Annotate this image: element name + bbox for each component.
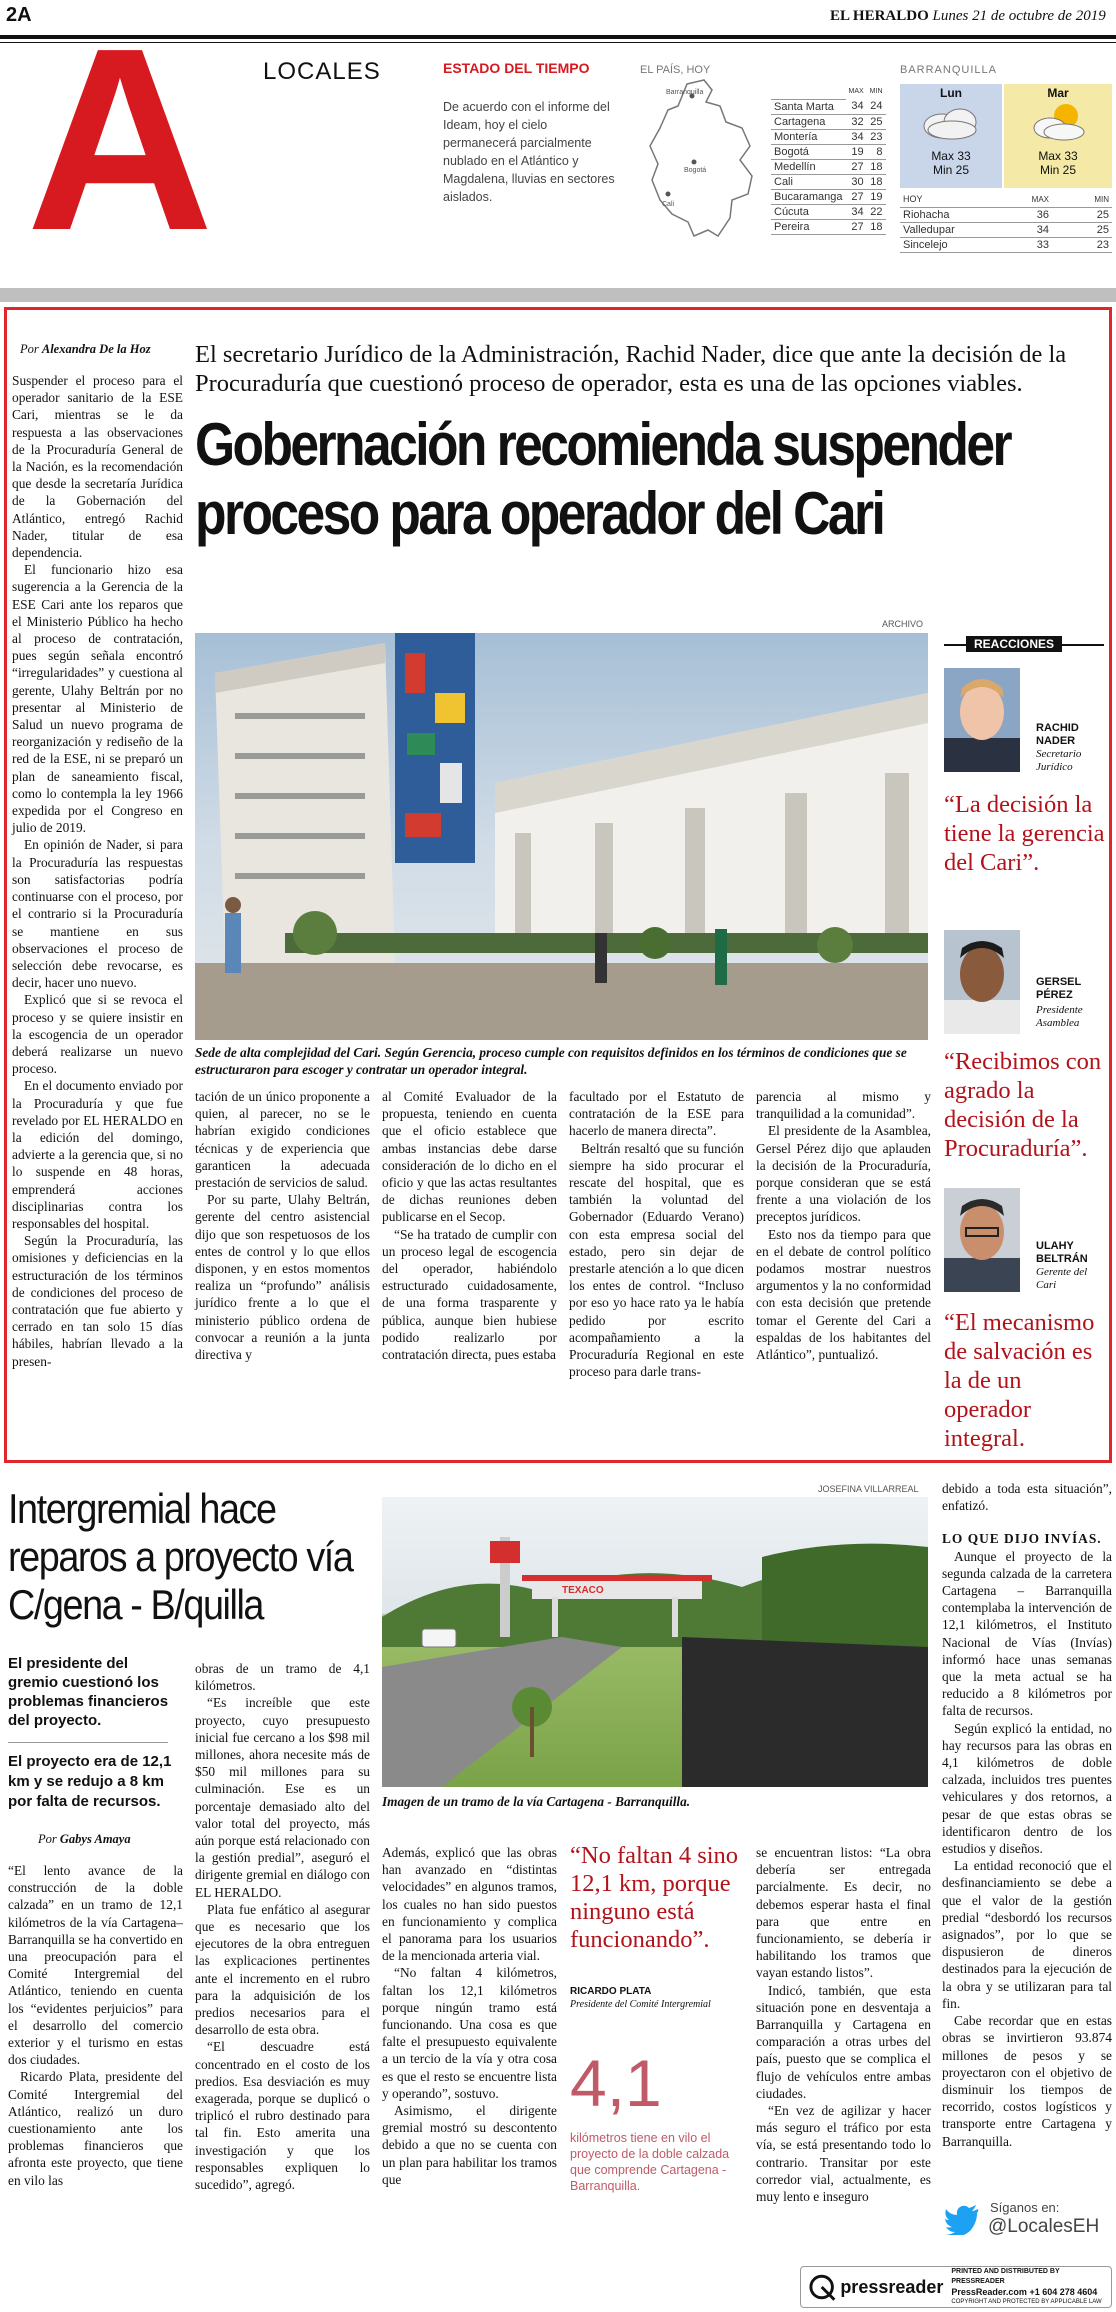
local-weather-label: BARRANQUILLA bbox=[900, 64, 997, 76]
col-max: MAX bbox=[848, 88, 864, 95]
summary-2: El proyecto era de 12,1 km y se redujo a 8 km por falta de recursos. bbox=[8, 1753, 172, 1810]
table-row: Cartagena 32 25 bbox=[771, 114, 886, 129]
country-label: EL PAÍS, HOY bbox=[640, 64, 711, 76]
reaction-quote: “La decisión la tiene la gerencia del Cari”. bbox=[944, 791, 1105, 876]
article1-col5: parencia al mismo y tranquilidad a la comunidad”. El presidente de la Asamblea, Gersel Pérez dijo que aplauden la decisión de la Procuraduría, porque consideran que se está frente a una violación de los preceptos jurídicos. Esto nos da tiempo para que en el debate de control político podamos mostrar nuestros argumentos y la no conformidad con esta decisión que pretende tomar el Gerente del Cari a espaldas de los habitantes del Atlántico”, puntualizó. bbox=[756, 1089, 931, 1363]
table-row: Pereira 27 18 bbox=[771, 219, 886, 234]
article1-col4: facultado por el Estatuto de contratación de la ESE para hacerlo de manera directa”. Beltrán resaltó que su función siempre ha sido procurar el rescate del hospital, que es también la voluntad del Gobernador (Eduardo Verano) con esta empresa social del estado, pero sin dejar de prestarle atención a lo que dicen los entes de control. “Incluso por eso yo hace rato ya le había pedido por escrito acompañamiento a la Procuraduría Regional en este proceso para darle trans- bbox=[569, 1089, 744, 1380]
twitter-icon[interactable] bbox=[944, 2205, 980, 2235]
summary-1: El presidente del gremio cuestionó los problemas financieros del proyecto. bbox=[8, 1655, 169, 1729]
follow-label: Síganos en: bbox=[990, 2200, 1060, 2215]
reactions-label: REACCIONES bbox=[966, 636, 1062, 652]
pressreader-badge[interactable] bbox=[800, 2266, 1112, 2308]
table-row: Medellín 27 18 bbox=[771, 159, 886, 174]
newspaper-name: EL HERALDO bbox=[830, 8, 929, 24]
station-sign-text: TEXACO bbox=[562, 1585, 604, 1596]
forecast-day-1 bbox=[900, 84, 1002, 188]
pull-quote-name: RICARDO PLATA bbox=[570, 1986, 652, 1997]
article1-col1: Suspender el proceso para el operador sanitario de la ESE Cari, mientras se le da respuesta a las observaciones de la Procuraduría General de la Nación, es la recomendación que desde la secretaría Jurídica de la Gobernación del Atlántico, entregó Rachid Nader, titular de esa dependencia. El funcionario hizo esa sugerencia a la Gerencia de la ESE Cari ante los reparos que el Ministerio Público ha hecho al proceso de contratación, pues según señala encontró “irregularidades” y cuestiona al gerente, Ulahy Beltrán por no presentar al Ministerio de Salud un nuevo programa de reorganización y rediseño de la red de la ESE, ni se preparó un plan de saneamiento fiscal, como lo contempla la ley 1966 expedida por el Congreso en julio de 2019. En opinión de Nader, si para la Procuraduría las respuestas son satisfactorias podría continuarse con el proceso, por el contrario si la Procuraduría se mantiene en sus observaciones el proceso de selección debe revocarse, es decir, hacer uno nuevo. Explicó que si se revoca el proceso y se quiere insistir en la escogencia de un operador deberá realizarse un nuevo proceso. En el documento enviado por la Procuraduría y que fue revelado por EL HERALDO en la edición del domingo, advierte a la gerencia que, si no lo suspende en 48 horas, emprenderá acciones disciplinarias contra los responsables del hospital. Según la Procuraduría, las omisiones y deficiencias en la estructuración de los términos de condiciones del proceso de contratación que fue abierto y cerrado en tan solo 15 días hábiles, habrían llevado a la presen- bbox=[12, 373, 183, 1369]
map-city-barranquilla: Barranquilla bbox=[666, 89, 704, 96]
day-max: Max 33 bbox=[931, 149, 971, 163]
regional-weather-table: HOY MAX MIN Riohacha 36 25 Valledupar 34 25 Sincelejo 33 23 bbox=[900, 192, 1112, 253]
partly-sunny-icon bbox=[1004, 100, 1112, 144]
weather-text: De acuerdo con el informe del Ideam, hoy el cielo permanecerá parcialmente nublado en el Atlántico y Magdalena, lluvias en sectores aislados. bbox=[443, 100, 615, 204]
section-name: LOCALES bbox=[263, 58, 381, 85]
byline: Por Gabys Amaya bbox=[38, 1832, 131, 1846]
reaction-role: Presidente Asamblea bbox=[1036, 1004, 1083, 1029]
road-photo bbox=[382, 1497, 928, 1787]
pull-quote: “No faltan 4 sino 12,1 km, porque ninguno está funcionando”. bbox=[570, 1842, 739, 1953]
byline: Por Alexandra De la Hoz bbox=[20, 342, 151, 356]
table-row: Bogotá 19 8 bbox=[771, 144, 886, 159]
reaction-quote: “Recibimos con agrado la decisión de la Procuraduría”. bbox=[944, 1048, 1102, 1162]
table-row: Montería 34 23 bbox=[771, 129, 886, 144]
photo-caption: Sede de alta complejidad del Cari. Según Gerencia, proceso cumple con requisitos definidos en los términos de condiciones que se estructuraron para escoger y contratar un operador integral. bbox=[195, 1045, 907, 1077]
hospital-photo bbox=[195, 633, 928, 1040]
article2-col1: “El lento avance de la construcción de la doble calzada” en un tramo de 12,1 kilómetros de la vía Cartagena–Barranquilla se ha convertido en una preocupación para el Comité Intergremial del Atlántico, teniendo en cuenta los “evidentes perjuicios” para el desarrollo del comercio exterior y el turismo en estas dos ciudades. Ricardo Plata, presidente del Comité Intergremial del Atlántico, realizó un duro cuestionamiento ante los problemas financieros que afronta este proyecto, que tiene en vilo las bbox=[8, 1863, 183, 2188]
avatar-rachid-nader bbox=[944, 668, 1020, 772]
pressreader-info: PRINTED AND DISTRIBUTED BY PRESSREADER PressReader.com +1 604 278 4604 COPYRIGHT AND PROTECTED BY APPLICABLE LAW bbox=[951, 2268, 1102, 2305]
pull-quote-role: Presidente del Comité Intergremial bbox=[570, 1999, 711, 2010]
subhead: LO QUE DIJO INVÍAS. bbox=[942, 1531, 1102, 1547]
big-number-text: kilómetros tiene en vilo el proyecto de la doble calzada que comprende Cartagena - Barranquilla. bbox=[570, 2131, 730, 2193]
reaction-name: GERSEL PÉREZ bbox=[1036, 976, 1082, 1001]
weather-title: ESTADO DEL TIEMPO bbox=[443, 60, 590, 76]
cloudy-icon bbox=[900, 100, 1002, 144]
article-deck: El secretario Jurídico de la Administración, Rachid Nader, dice que ante la decisión de la Procuraduría que cuestionó proceso de operador, esta es una de las opciones viables. bbox=[195, 341, 1067, 397]
avatar-ulahy-beltran bbox=[944, 1188, 1020, 1292]
day-label: Lun bbox=[940, 86, 962, 100]
photo-caption: Imagen de un tramo de la vía Cartagena - Barranquilla. bbox=[382, 1794, 691, 1809]
reaction-quote: “El mecanismo de salvación es la de un operador integral. bbox=[944, 1309, 1095, 1452]
table-row: Santa Marta 34 24 bbox=[771, 99, 886, 114]
big-number: 4,1 bbox=[570, 2046, 662, 2120]
national-weather-table bbox=[771, 84, 886, 235]
day-label: Mar bbox=[1047, 86, 1069, 100]
reaction-name: ULAHY BELTRÁN bbox=[1036, 1240, 1088, 1265]
map-city-bogota: Bogotá bbox=[684, 167, 707, 174]
article-headline: Gobernación recomienda suspender proceso para operador del Cari bbox=[195, 411, 1010, 547]
reaction-name: RACHID NADER bbox=[1036, 722, 1079, 747]
map-city-cali: Cali bbox=[662, 201, 675, 208]
photo-credit: JOSEFINA VILLARREAL bbox=[818, 1484, 919, 1494]
colombia-map bbox=[632, 76, 772, 256]
forecast-day-2 bbox=[1004, 84, 1112, 188]
table-row: Bucaramanga 27 19 bbox=[771, 189, 886, 204]
table-row: Cali 30 18 bbox=[771, 174, 886, 189]
article2-col3: Además, explicó que las obras han avanzado en “distintas velocidades” en algunos tramos, los cuales no han sido puestos en funcionamiento y complica el panorama para los usuarios de la mencionada arteria vial. “No faltan 4 kilómetros, faltan los 12,1 kilómetros porque ningún tramo está funcionando. Una cosa es que falte el presupuesto equivalente a un tercio de la vía y otra cosa es que el resto se encuentre lista y operando”, sostuvo. Asimismo, el dirigente gremial mostró su descontento debido a que no se cuenta con un plan para habilitar los tramos que bbox=[382, 1845, 557, 2187]
avatar-gersel-perez bbox=[944, 930, 1020, 1034]
table-row: Valledupar 34 25 bbox=[900, 222, 1112, 237]
article1-col3: al Comité Evaluador de la propuesta, teniendo en cuenta que el oficio establece que ambas instancias debe darse consideración de lo dicho en el oficio y que las actas resultantes de dichas reuniones deben publicarse en el Secop. “Se ha tratado de cumplir con un proceso legal de escogencia del operador, habiéndolo estructurado cuidadosamente, de una forma trasparente y pública, aunque bien hubiese podido realizarlo por contratación directa, pues estaba bbox=[382, 1089, 557, 1363]
reaction-role: Gerente del Cari bbox=[1036, 1266, 1088, 1291]
table-row: Sincelejo 33 23 bbox=[900, 237, 1112, 252]
article2-headline: Intergremial hace reparos a proyecto vía C/gena - B/quilla bbox=[8, 1485, 353, 1628]
day-max: Max 33 bbox=[1038, 149, 1078, 163]
table-row: Riohacha 36 25 bbox=[900, 207, 1112, 222]
article1-col2: tación de un único proponente a quien, al parecer, no se le habrían exigido condiciones técnicas y de experiencia que garanticen la adecuada prestación de servicios de salud. Por su parte, Ulahy Beltrán, gerente del centro asistencial dijo que son respetuosos de los entes de control y lo que ellos disponen, y en estos momentos realiza un “profundo” análisis jurídico frente a lo que el ministerio público ordena de convocar a reunión a la junta directiva y bbox=[195, 1089, 370, 1363]
follow-handle[interactable]: @LocalesEH bbox=[988, 2216, 1100, 2237]
gray-band bbox=[0, 288, 1116, 302]
photo-credit: ARCHIVO bbox=[882, 619, 924, 629]
summary-divider bbox=[8, 1742, 168, 1743]
day-min: Min 25 bbox=[1039, 163, 1077, 177]
table-row: Cúcuta 34 22 bbox=[771, 204, 886, 219]
reaction-role: Secretario Jurídico bbox=[1036, 748, 1082, 773]
pressreader-brand: pressreader bbox=[840, 2276, 944, 2297]
page-number: 2A bbox=[6, 4, 32, 26]
article2-col2: obras de un tramo de 4,1 kilómetros. “Es increíble que este proyecto, cuyo presupuesto inicial fue cercano a los $98 mil millones, ahora necesite más de $50 mil millones para su culminación. Ese es un porcentaje demasiado alto del valor total del proyecto, más aún porque está relacionado con la gestión predial”, aseguró el dirigente gremial en diálogo con EL HERALDO. Plata fue enfático al asegurar que es necesario que los ejecutores de la obra entreguen las explicaciones pertinentes ante el incremento en el rubro para la adquisición de los predios necesarios para el desarrollo de esta obra. “El descuadre está concentrado en el costo de los predios. Esa desviación es muy exagerada, porque se duplicó o triplicó el rubro destinado para tal fin. Esto amerita una investigación y que los responsables expliquen lo sucedido”, agregó. bbox=[195, 1661, 370, 2193]
article2-col5: se encuentran listos: “La obra debería ser entregada parcialmente. Es decir, no debemos esperar hasta el final para que entre en funcionamiento, se debería ir habilitando los tramos que vayan estando listos”. Indicó, también, que esta situación pone en desventaja a Barranquilla y Cartagena en comparación a otras urbes del país, puesto que se complica el flujo de vehículos entre ambas ciudades. “En vez de agilizar y hacer más seguro el tráfico por esta vía, se está presentando todo lo contrario. Transitar por este corredor vial, actualmente, es muy lento e inseguro bbox=[756, 1845, 931, 2205]
pressreader-logo-icon bbox=[807, 2272, 836, 2302]
issue-date: Lunes 21 de octubre de 2019 bbox=[932, 8, 1106, 24]
day-min: Min 25 bbox=[932, 163, 970, 177]
section-letter: A bbox=[26, 20, 214, 260]
article2-col6: debido a toda esta situación”, enfatizó. LO QUE DIJO INVÍAS. Aunque el proyecto de la segunda calzada de la carretera Cartagena – Barranquilla contemplaba la intervención de 12,1 kilómetros, el Instituto Nacional de Vías (Invías) informó hace unas semanas que la meta actual se ha reducido a 8 kilómetros por falta de recursos. Según explicó la entidad, no hay recursos para las obras en 4,1 kilómetros de doble calzada, incluidos tres puentes vehiculares y dos retornos, a pesar de que estas obras se identificaron dentro de los estudios y diseños. La entidad reconoció que el desfinanciamiento se debe a que el valor de la gestión predial “desbordó los recursos asignados”, por lo que se dispusieron de dineros destinados para la ejecución de la obra y se utilizaran para tal fin. Cabe recordar que en estas obras se invirtieron 93.874 millones de pesos y se proyectaron con el objetivo de disminuir los tiempos de recorrido, costos logísticos y transporte entre Cartagena y Barranquilla. bbox=[942, 1481, 1112, 2149]
col-min: MIN bbox=[869, 88, 883, 95]
masthead-line bbox=[830, 8, 1106, 25]
